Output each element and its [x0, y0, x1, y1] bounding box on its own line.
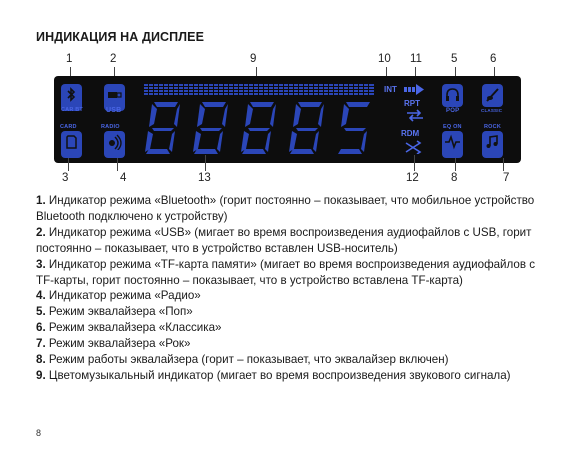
segment-digits	[140, 100, 380, 156]
callout-3: 3	[62, 172, 69, 184]
card-indicator	[61, 131, 82, 158]
int-arrow-icon	[402, 84, 426, 96]
radio-indicator	[104, 131, 125, 158]
page-number: 8	[36, 428, 42, 438]
list-item: 2. Индикатор режима «USB» (мигает во время воспроизведения аудиофайлов с USB, горит постоянно – показывает, что в устройство вставлен USB-носитель)	[36, 225, 532, 255]
callout-11: 11	[410, 53, 422, 65]
list-item: 1. Индикатор режима «Bluetooth» (горит постоянно – показывает, что мобильное устройство Bluetooth подключено к устройству)	[36, 194, 535, 223]
list-item: 7. Режим эквалайзера «Рок»	[36, 337, 191, 351]
callout-6: 6	[490, 53, 497, 65]
callout-8: 8	[451, 172, 458, 184]
pop-indicator	[442, 84, 463, 107]
usb-icon	[106, 86, 123, 103]
leader-line	[503, 158, 504, 171]
violin-icon	[484, 86, 501, 103]
bt-label: CAR BT	[61, 107, 83, 113]
list-item: 9. Цветомузыкальный индикатор (мигает во время воспроизведения звукового сигнала)	[36, 368, 511, 382]
list-item: 8. Режим работы эквалайзера (горит – показывает, что эквалайзер включен)	[36, 353, 449, 367]
headphones-icon	[444, 86, 461, 103]
card-label: CARD	[60, 124, 77, 130]
shuffle-icon	[404, 140, 424, 154]
list-item: 5. Режим эквалайзера «Поп»	[36, 305, 193, 319]
callout-2: 2	[110, 53, 117, 65]
list-item: 3. Индикатор режима «TF-карта памяти» (мигает во время воспроизведения аудиофайлов с TF-карты, горит постоянно – показывает, что в устройство вставлена TF-карта)	[36, 257, 536, 287]
usb-label: USB	[106, 107, 122, 114]
music-note-icon	[484, 133, 501, 150]
page-title: ИНДИКАЦИЯ НА ДИСПЛЕЕ	[36, 30, 205, 44]
waveform-icon	[444, 133, 461, 150]
leader-line	[455, 158, 456, 171]
rock-indicator	[482, 131, 503, 158]
callout-4: 4	[120, 172, 127, 184]
rock-label: ROCK	[484, 124, 501, 130]
classic-label: CLASSIC	[481, 108, 503, 113]
repeat-icon	[405, 108, 425, 122]
radio-wave-icon	[106, 133, 123, 150]
callout-13: 13	[198, 172, 211, 184]
callout-7: 7	[503, 172, 510, 184]
leader-line	[205, 155, 206, 171]
list-item: 4. Индикатор режима «Радио»	[36, 289, 201, 303]
radio-label: RADIO	[101, 124, 120, 130]
pop-label: POP	[446, 108, 460, 114]
list-item: 6. Режим эквалайзера «Классика»	[36, 321, 222, 335]
callout-9: 9	[250, 53, 257, 65]
rpt-label: RPT	[404, 99, 420, 108]
leader-line	[414, 155, 415, 171]
leader-line	[117, 158, 118, 171]
leader-line	[68, 158, 69, 171]
callout-12: 12	[406, 172, 419, 184]
eq-on-label: EQ ON	[443, 124, 462, 130]
callout-5: 5	[451, 53, 458, 65]
rdm-label: RDM	[401, 129, 420, 138]
callout-10: 10	[378, 53, 391, 65]
spectrum-analyzer	[144, 84, 374, 96]
sd-card-icon	[63, 133, 80, 150]
indicator-descriptions	[36, 193, 536, 384]
int-label: INT	[384, 85, 397, 94]
eq-on-indicator	[442, 131, 463, 158]
callout-1: 1	[66, 53, 73, 65]
classic-indicator	[482, 84, 503, 107]
bluetooth-icon	[63, 86, 80, 103]
